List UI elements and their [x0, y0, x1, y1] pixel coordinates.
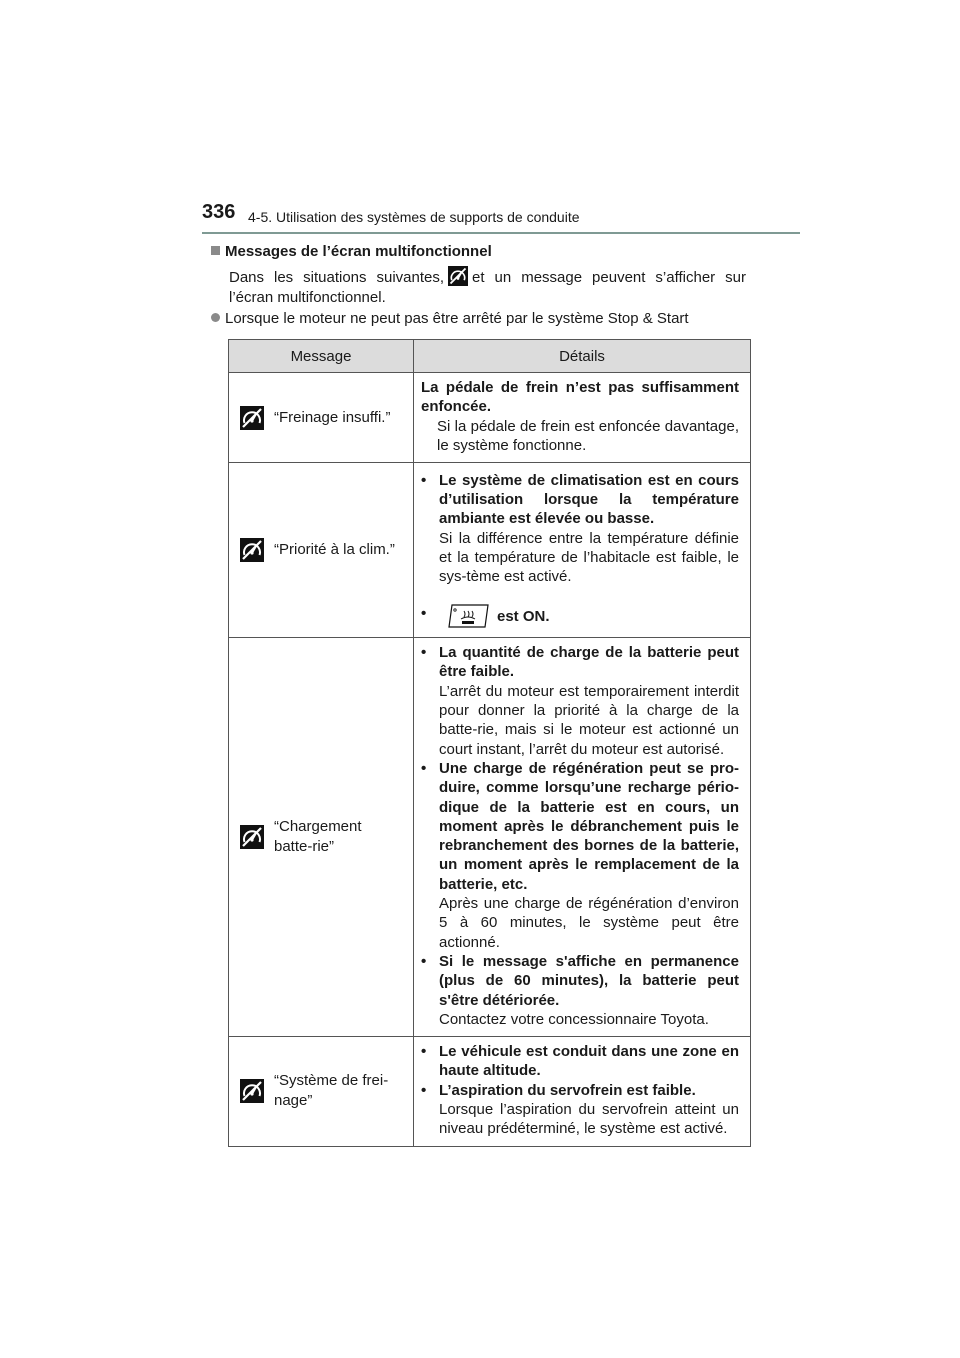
list-item — [421, 643, 739, 759]
subheading — [211, 243, 492, 260]
table-row — [229, 463, 751, 638]
column-header-message: Message — [229, 340, 414, 373]
message-text: “Priorité à la clim.” — [274, 541, 395, 559]
round-bullet-icon — [211, 313, 220, 322]
item-bold: est ON. — [497, 607, 550, 625]
message-text: “Freinage insuffi.” — [274, 408, 391, 426]
intro-after: et un message peuvent s’afficher sur l’écran multifonctionnel. — [229, 269, 746, 306]
list-item — [421, 604, 739, 628]
details-bold: La pédale de frein n’est pas suffisamment enfoncée. — [421, 379, 739, 416]
item-bold: Le véhicule est conduit dans une zone en haute altitude. — [439, 1043, 739, 1080]
table-row — [229, 1037, 751, 1146]
message-text: “Chargement batte-rie” — [274, 818, 362, 856]
item-bold: La quantité de charge de la batterie peut être faible. — [439, 644, 739, 681]
message-cell — [229, 638, 414, 1037]
bullet-marker: • — [421, 644, 427, 662]
message-cell — [229, 1037, 414, 1146]
list-item — [421, 759, 739, 952]
section-title: 4-5. Utilisation des systèmes de supports de conduite — [248, 209, 580, 225]
details-cell — [414, 638, 751, 1037]
bullet-marker: • — [421, 952, 427, 970]
bullet-marker: • — [421, 604, 427, 622]
table-header-row — [229, 340, 751, 373]
intro-paragraph — [229, 266, 746, 308]
intro-before: Dans les situations suivantes, — [229, 269, 445, 286]
list-item — [421, 471, 739, 587]
list-item — [421, 1042, 739, 1081]
stop-start-off-icon — [448, 266, 468, 286]
item-text: Contactez votre concessionnaire Toyota. — [439, 1010, 709, 1028]
details-cell — [414, 1037, 751, 1146]
item-text: Après une charge de régénération d’environ 5 à 60 minutes, le système peut être actionné. — [439, 895, 739, 951]
list-item — [421, 1081, 739, 1139]
list-item — [421, 952, 739, 1029]
details-cell — [414, 373, 751, 463]
stop-start-off-icon — [240, 538, 264, 562]
stop-start-off-icon — [240, 825, 264, 849]
item-bold: L’aspiration du servofrein est faible. — [439, 1081, 696, 1099]
subheading-text: Messages de l’écran multifonctionnel — [225, 243, 492, 260]
item-text: Lorsque l’aspiration du servofrein atteint un niveau prédéterminé, le système est activé. — [439, 1101, 739, 1138]
square-bullet-icon — [211, 246, 220, 255]
table-row — [229, 373, 751, 463]
table-row — [229, 638, 751, 1037]
item-bold: Si le message s'affiche en permanence (plus de 60 minutes), la batterie peut s'être détériorée. — [439, 952, 739, 1009]
stop-start-off-icon — [240, 1079, 264, 1103]
column-header-details: Détails — [414, 340, 751, 373]
bullet-marker: • — [421, 759, 427, 777]
item-bold: Une charge de régénération peut se pro-duire, comme lorsqu’une recharge pério-dique de la batterie est en cours, un moment après le débranchement puis le rebranchement des bornes de la batterie, un moment après le remplacement de la batterie, etc. — [439, 759, 739, 893]
page-number: 336 — [202, 201, 236, 223]
messages-table — [228, 339, 751, 1147]
item-text: L’arrêt du moteur est temporairement interdit pour donner la priorité à la charge de la batte-rie, mais si le moteur est actionné un court instant, l’arrêt du moteur est autorisé. — [439, 682, 739, 758]
message-cell — [229, 463, 414, 638]
bullet-marker: • — [421, 1081, 427, 1099]
bullet-marker: • — [421, 1043, 427, 1061]
details-cell — [414, 463, 751, 638]
details-text: Si la pédale de frein est enfoncée davantage, le système fonctionne. — [437, 417, 739, 454]
condition-text: Lorsque le moteur ne peut pas être arrêté par le système Stop & Start — [225, 310, 689, 327]
header-divider — [202, 232, 800, 234]
message-text: “Système de frei-nage” — [274, 1072, 389, 1110]
condition-bullet — [211, 310, 689, 327]
item-text: Si la différence entre la température définie et la température de l’habitacle est faible, le sys-tème est activé. — [439, 529, 739, 586]
bullet-marker: • — [421, 471, 427, 489]
item-bold: Le système de climatisation est en cours d’utilisation lorsque la température ambiante est élevée ou basse. — [439, 471, 739, 528]
stop-start-off-icon — [240, 406, 264, 430]
message-cell — [229, 373, 414, 463]
front-defroster-icon — [447, 604, 489, 628]
